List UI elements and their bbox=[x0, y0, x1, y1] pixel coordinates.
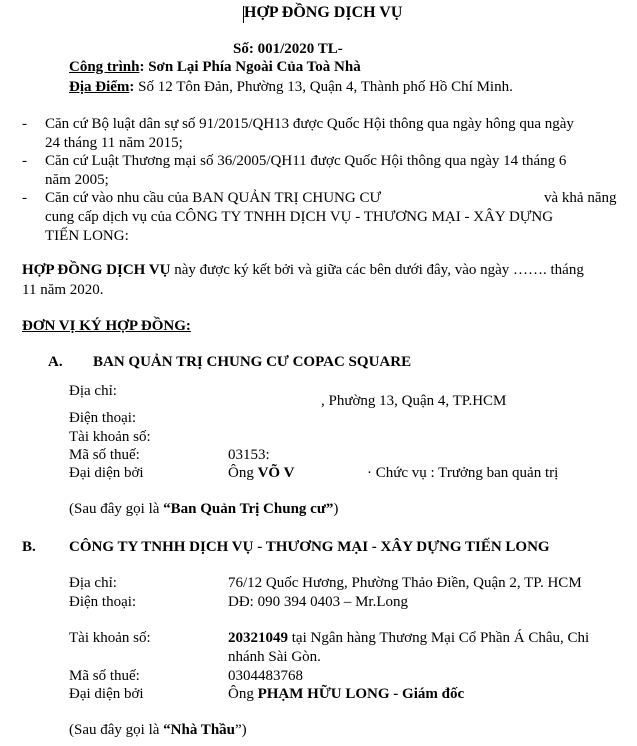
contract-number: Số: 001/2020 TL- bbox=[233, 41, 343, 57]
party-a-tax-value: 03153: bbox=[228, 447, 270, 463]
party-a-account-label: Tài khoản số: bbox=[69, 429, 151, 445]
location-value: Số 12 Tôn Đản, Phường 13, Quận 4, Thành phố Hồ Chí Minh. bbox=[138, 79, 513, 95]
location-line bbox=[69, 79, 513, 96]
party-a-alias-post: ) bbox=[333, 501, 339, 517]
party-b-account-bank1: tại Ngân hàng Thương Mại Cổ Phần Á Châu, Chi bbox=[288, 630, 590, 646]
intro-line2: 11 năm 2020. bbox=[22, 282, 104, 298]
intro-bold: HỢP ĐỒNG DỊCH VỤ bbox=[22, 262, 171, 278]
party-a-rep-role: · Chức vụ : Trưởng ban quản trị bbox=[367, 465, 559, 481]
bullet-3: - bbox=[22, 190, 27, 206]
party-b-phone-value: DĐ: 090 394 0403 – Mr.Long bbox=[228, 594, 408, 610]
party-b-address-label: Địa chỉ: bbox=[69, 575, 117, 591]
basis-1-line2: 24 tháng 11 năm 2015; bbox=[45, 135, 183, 151]
party-a-tax-label: Mã số thuế: bbox=[69, 447, 140, 463]
party-b-rep-prefix: Ông bbox=[228, 686, 258, 702]
basis-3-line2: cung cấp dịch vụ của CÔNG TY TNHH DỊCH VỤ - THƯƠNG MẠI - XÂY DỰNG bbox=[45, 209, 554, 225]
basis-2-line2: năm 2005; bbox=[45, 172, 109, 188]
party-a-rep-name: VÕ V bbox=[257, 465, 295, 481]
party-b-account-bank2: nhánh Sài Gòn. bbox=[228, 649, 321, 665]
party-a-name: BAN QUẢN TRỊ CHUNG CƯ COPAC SQUARE bbox=[93, 354, 412, 370]
party-a-alias-name: “Ban Quản Trị Chung cư” bbox=[163, 501, 334, 517]
party-b-tax-value: 0304483768 bbox=[228, 668, 303, 684]
party-b-address-value: 76/12 Quốc Hương, Phường Thảo Điền, Quận 2, TP. HCM bbox=[228, 575, 582, 591]
party-b-alias bbox=[69, 722, 247, 739]
party-b-alias-pre: (Sau đây gọi là bbox=[69, 722, 164, 738]
party-b-marker: B. bbox=[22, 539, 36, 555]
project-line bbox=[69, 59, 361, 76]
party-a-alias-pre: (Sau đây gọi là bbox=[69, 501, 164, 517]
intro-line1 bbox=[22, 262, 584, 279]
party-a-alias bbox=[69, 501, 338, 518]
party-a-address-value: , Phường 13, Quận 4, TP.HCM bbox=[321, 393, 507, 409]
basis-1-line1: Căn cứ Bộ luật dân sự số 91/2015/QH13 được Quốc Hội thông qua ngày hông qua ngày bbox=[45, 116, 574, 132]
party-b-account-label: Tài khoản số: bbox=[69, 630, 151, 646]
party-b-rep-label: Đại diện bởi bbox=[69, 686, 144, 702]
party-b-account-number: 20321049 bbox=[228, 630, 288, 646]
bullet-1: - bbox=[22, 116, 27, 132]
basis-2-line1: Căn cứ Luật Thương mại số 36/2005/QH11 được Quốc Hội thông qua ngày 14 tháng 6 bbox=[45, 153, 567, 169]
party-a-rep-prefix: Ông bbox=[228, 465, 254, 481]
intro-text1: này được ký kết bởi và giữa các bên dưới đây, vào ngày ……. tháng bbox=[170, 262, 584, 278]
party-b-account-line1 bbox=[228, 630, 589, 647]
project-value: Sơn Lại Phía Ngoài Của Toà Nhà bbox=[148, 59, 361, 75]
party-b-tax-label: Mã số thuế: bbox=[69, 668, 140, 684]
party-a-marker: A. bbox=[48, 354, 63, 370]
parties-heading: ĐƠN VỊ KÝ HỢP ĐỒNG: bbox=[22, 318, 191, 334]
party-a-rep-label: Đại diện bởi bbox=[69, 465, 144, 481]
party-b-alias-post: ”) bbox=[235, 722, 247, 738]
party-b-rep bbox=[228, 686, 464, 703]
party-b-rep-name: PHẠM HỮU LONG - Giám đốc bbox=[257, 686, 465, 702]
location-label: Địa Điểm bbox=[69, 79, 130, 95]
basis-3-line1a: Căn cứ vào nhu cầu của BAN QUẢN TRỊ CHUNG CƯ bbox=[45, 190, 382, 206]
party-a-address-label: Địa chỉ: bbox=[69, 383, 117, 399]
project-sep: : bbox=[139, 59, 145, 75]
party-b-name: CÔNG TY TNHH DỊCH VỤ - THƯƠNG MẠI - XÂY DỰNG TIẾN LONG bbox=[69, 539, 550, 555]
party-a-rep bbox=[228, 465, 294, 482]
project-label: Công trình bbox=[69, 59, 140, 75]
bullet-2: - bbox=[22, 153, 27, 169]
party-a-phone-label: Điện thoại: bbox=[69, 410, 137, 426]
doc-title: HỢP ĐỒNG DỊCH VỤ bbox=[244, 4, 403, 21]
party-b-phone-label: Điện thoại: bbox=[69, 594, 137, 610]
party-b-alias-name: “Nhà Thầu bbox=[163, 722, 235, 738]
basis-3-line3: TIẾN LONG: bbox=[45, 228, 129, 244]
basis-3-line1b: và khả năng bbox=[544, 190, 617, 206]
location-sep: : bbox=[129, 79, 135, 95]
